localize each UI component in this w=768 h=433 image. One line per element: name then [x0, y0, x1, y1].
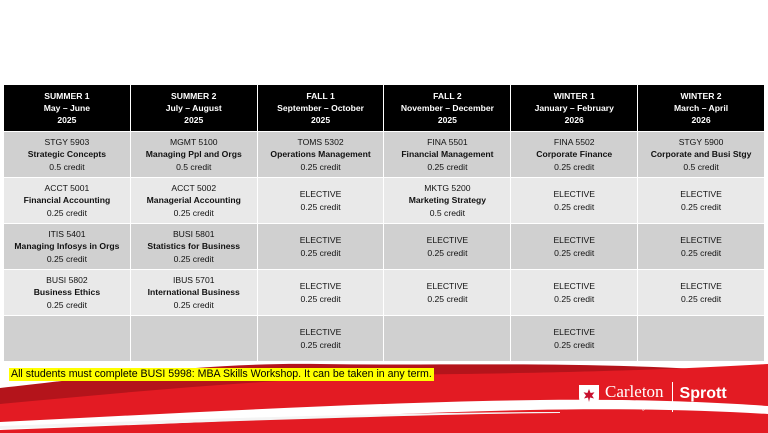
course-credit: 0.25 credit: [300, 293, 341, 304]
term-header: [638, 85, 765, 132]
course-credit: 0.25 credit: [46, 207, 87, 218]
schedule-row: [4, 132, 765, 178]
course-cell: [257, 178, 384, 224]
course-cell: [638, 270, 765, 316]
course-credit: 0.5 credit: [176, 161, 212, 172]
course-title: Corporate Finance: [536, 149, 613, 160]
sprott-wordmark: [680, 385, 727, 410]
course-cell: [257, 224, 384, 270]
course-credit: 0.25 credit: [681, 247, 722, 258]
course-code: BUSI 5802: [46, 274, 88, 285]
term-months: July – August: [165, 103, 222, 113]
course-cell: [511, 132, 638, 178]
course-code: ELECTIVE: [299, 326, 342, 337]
course-cell: [4, 270, 131, 316]
carleton-crest-icon: [578, 384, 600, 410]
course-cell: [257, 132, 384, 178]
course-code: ACCT 5002: [171, 182, 217, 193]
course-code: ELECTIVE: [553, 234, 595, 245]
course-title: Managing Infosys in Orgs: [14, 241, 120, 252]
course-cell: [130, 178, 257, 224]
course-credit: 0.25 credit: [681, 201, 722, 212]
course-code: MKTG 5200: [424, 182, 471, 193]
course-credit: 0.5 credit: [429, 207, 466, 218]
term-header: [511, 85, 638, 132]
course-credit: 0.25 credit: [173, 253, 214, 264]
course-credit: 0.25 credit: [554, 293, 595, 304]
term-header-row: [4, 85, 765, 132]
course-code: FINA 5502: [553, 136, 595, 147]
course-cell: [4, 132, 131, 178]
course-cell: [638, 178, 765, 224]
schedule-row: [4, 270, 765, 316]
term-months: September – October: [277, 103, 365, 113]
schedule-row: [4, 316, 765, 362]
term-name: SUMMER 2: [171, 91, 217, 101]
course-code: STGY 5900: [678, 136, 724, 147]
course-cell: [130, 270, 257, 316]
course-cell: [384, 132, 511, 178]
course-credit: 0.5 credit: [683, 161, 719, 172]
term-name: SUMMER 1: [44, 91, 90, 101]
course-cell: [4, 178, 131, 224]
course-code: ELECTIVE: [426, 234, 469, 245]
course-title: Strategic Concepts: [27, 149, 107, 160]
term-months: March – April: [674, 103, 729, 113]
university-label: University: [605, 400, 648, 411]
course-credit: 0.5 credit: [49, 161, 85, 172]
term-header: [4, 85, 131, 132]
carleton-wordmark: [605, 383, 664, 411]
course-code: ELECTIVE: [299, 234, 342, 245]
course-credit: 0.25 credit: [681, 293, 722, 304]
course-credit: 0.25 credit: [554, 161, 595, 172]
course-cell: [638, 132, 765, 178]
term-name: WINTER 1: [553, 91, 595, 101]
carleton-sprott-logo[interactable]: [578, 380, 727, 414]
course-cell: [384, 224, 511, 270]
course-cell: [4, 316, 131, 362]
logo-divider: [672, 382, 673, 412]
course-title: Statistics for Business: [147, 241, 241, 252]
term-months: November – December: [400, 103, 494, 113]
course-title: Financial Management: [401, 149, 494, 160]
course-title: Corporate and Busi Stgy: [650, 149, 752, 160]
course-credit: 0.25 credit: [427, 247, 468, 258]
term-months: May – June: [43, 103, 91, 113]
program-schedule-table: [3, 84, 765, 362]
course-credit: 0.25 credit: [554, 247, 595, 258]
term-year: 2025: [437, 115, 457, 125]
course-cell: [130, 132, 257, 178]
course-code: MGMT 5100: [169, 136, 218, 147]
course-credit: 0.25 credit: [300, 339, 341, 350]
course-code: ELECTIVE: [553, 326, 595, 337]
schedule-row: [4, 224, 765, 270]
course-code: FINA 5501: [427, 136, 468, 147]
course-credit: 0.25 credit: [554, 201, 595, 212]
course-code: IBUS 5701: [172, 274, 215, 285]
course-title: Financial Accounting: [23, 195, 111, 206]
course-cell: [511, 178, 638, 224]
course-code: ELECTIVE: [680, 280, 722, 291]
term-header: [384, 85, 511, 132]
course-cell: [638, 224, 765, 270]
schedule-row: [4, 178, 765, 224]
sprott-name: Sprott: [679, 384, 727, 402]
course-cell: [130, 316, 257, 362]
course-cell: [130, 224, 257, 270]
term-name: WINTER 2: [680, 91, 722, 101]
course-code: ELECTIVE: [299, 188, 342, 199]
course-cell: [511, 316, 638, 362]
course-credit: 0.25 credit: [427, 161, 468, 172]
course-cell: [257, 270, 384, 316]
course-code: BUSI 5801: [172, 228, 215, 239]
course-credit: 0.25 credit: [427, 293, 468, 304]
course-code: ELECTIVE: [426, 280, 469, 291]
course-title: Operations Management: [270, 149, 371, 160]
term-name: FALL 2: [433, 91, 462, 101]
course-code: ACCT 5001: [44, 182, 90, 193]
course-code: ITIS 5401: [48, 228, 86, 239]
course-cell: [4, 224, 131, 270]
course-cell: [638, 316, 765, 362]
course-cell: [384, 270, 511, 316]
term-header: [130, 85, 257, 132]
course-code: STGY 5903: [44, 136, 90, 147]
course-cell: [511, 270, 638, 316]
course-title: Managerial Accounting: [146, 195, 241, 206]
term-year: 2026: [564, 115, 584, 125]
requirement-note: All students must complete BUSI 5998: MBA Skills Workshop. It can be taken in any term.: [11, 368, 432, 380]
course-credit: 0.25 credit: [46, 253, 87, 264]
course-cell: [257, 316, 384, 362]
course-code: ELECTIVE: [553, 188, 595, 199]
course-credit: 0.25 credit: [300, 247, 341, 258]
school-label: School of Business: [679, 402, 727, 409]
term-months: January – February: [534, 103, 614, 113]
course-code: ELECTIVE: [680, 234, 722, 245]
course-cell: [384, 316, 511, 362]
course-code: TOMS 5302: [297, 136, 344, 147]
course-cell: [384, 178, 511, 224]
schedule-body: [4, 132, 765, 362]
course-credit: 0.25 credit: [300, 161, 341, 172]
carleton-name: Carleton: [605, 382, 664, 401]
course-credit: 0.25 credit: [554, 339, 595, 350]
course-credit: 0.25 credit: [300, 201, 341, 212]
course-code: ELECTIVE: [553, 280, 595, 291]
course-title: Managing Ppl and Orgs: [145, 149, 242, 160]
term-year: 2025: [311, 115, 331, 125]
course-credit: 0.25 credit: [173, 207, 214, 218]
term-header: [257, 85, 384, 132]
course-title: International Business: [147, 287, 240, 298]
term-year: 2026: [691, 115, 711, 125]
term-year: 2025: [57, 115, 77, 125]
course-title: Marketing Strategy: [408, 195, 487, 206]
course-credit: 0.25 credit: [173, 299, 214, 310]
course-title: Business Ethics: [33, 287, 101, 298]
term-name: FALL 1: [306, 91, 335, 101]
course-credit: 0.25 credit: [46, 299, 87, 310]
course-code: ELECTIVE: [299, 280, 342, 291]
term-year: 2025: [184, 115, 204, 125]
course-code: ELECTIVE: [680, 188, 722, 199]
course-cell: [511, 224, 638, 270]
